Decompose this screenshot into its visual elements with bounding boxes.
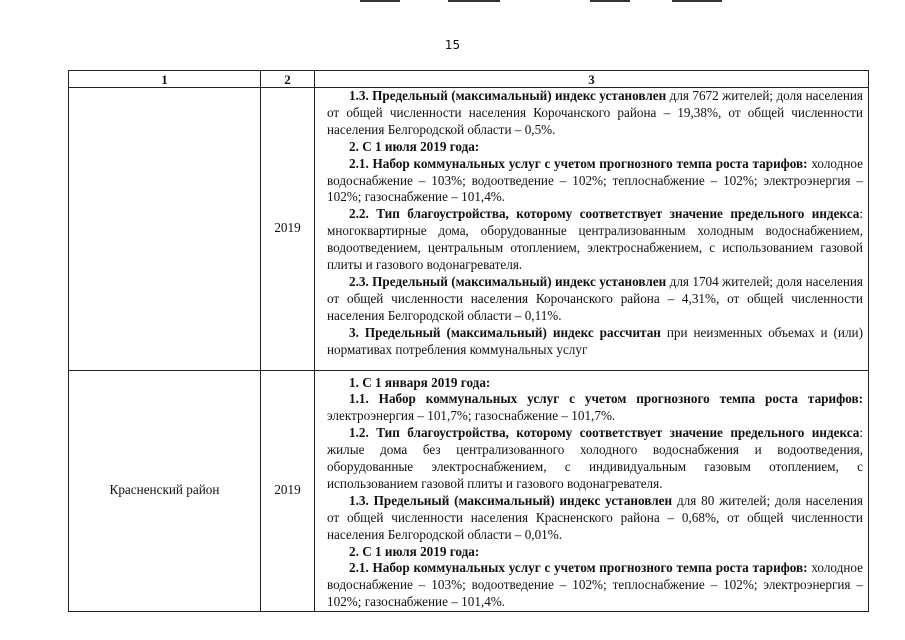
paragraph: 3. Предельный (максимальный) индекс рассчитан при неизменных объемах и (или) нормативах потребления коммунальных услуг [327,324,863,357]
column-header-1: 1 [69,71,261,88]
description-cell [315,370,869,612]
paragraph: 1.2. Тип благоустройства, которому соответствует значение предельного индекса: жилые дома без централизованного холодного водоснабжения и водоотведения, оборудованные электроснабжением, с индивидуальным газовым отоплением, с использованием газовой плиты и газового водонагревателя. [327,425,863,491]
scan-edge-marks [0,0,905,4]
paragraph: 2. С 1 июля 2019 года: [349,543,480,559]
paragraph: 2.3. Предельный (максимальный) индекс установлен для 1704 жителей; доля населения от общей численности населения Корочанского района – 4,31%, от общей численности населения Белгородской области – 0,11%. [327,273,864,323]
table-row [69,88,869,371]
year-cell: 2019 [261,88,315,371]
description-cell [315,88,869,371]
paragraph: 2.2. Тип благоустройства, которому соответствует значение предельного индекса: многоквартирные дома, оборудованные централизованным холодным водоснабжением, водоотведением, центральным отоплением, электроснабжением, с использованием газовой плиты и газового водонагревателя. [327,206,863,273]
paragraph: 1.3. Предельный (максимальный) индекс установлен для 7672 жителей; доля населения от общей численности населения Корочанского района – 19,38%, от общей численности населения Белгородской области – 0,5%. [327,88,864,137]
paragraph: 1. С 1 января 2019 года: [349,374,491,390]
paragraph: 2.1. Набор коммунальных услуг с учетом прогнозного темпа роста тарифов: холодное водоснабжение – 103%; водоотведение – 102%; теплоснабжение – 102%; электроэнергия – 102%; газоснабжение – 101,4%. [327,560,863,610]
page-number: 15 [444,38,461,52]
column-header-3: 3 [315,71,869,88]
column-header-2: 2 [261,71,315,88]
year-cell: 2019 [261,370,315,612]
cell-spacer [327,359,863,370]
limit-index-table [68,70,869,612]
paragraph: 1.3. Предельный (максимальный) индекс установлен для 80 жителей; доля населения от общей численности населения Красненского района – 0,68%, от общей численности населения Белгородской области – 0,01%. [327,492,864,542]
region-cell [69,88,261,371]
paragraph: 1.1. Набор коммунальных услуг с учетом прогнозного темпа роста тарифов: электроэнергия – 101,7%; газоснабжение – 101,7%. [327,391,863,424]
paragraph: 2. С 1 июля 2019 года: [349,138,480,154]
table-row [69,370,869,612]
paragraph: 2.1. Набор коммунальных услуг с учетом прогнозного темпа роста тарифов: холодное водоснабжение – 103%; водоотведение – 102%; теплоснабжение – 102%; электроэнергия – 102%; газоснабжение – 101,4%. [327,155,863,205]
table-header-row [69,71,869,88]
region-cell: Красненский район [69,370,261,612]
